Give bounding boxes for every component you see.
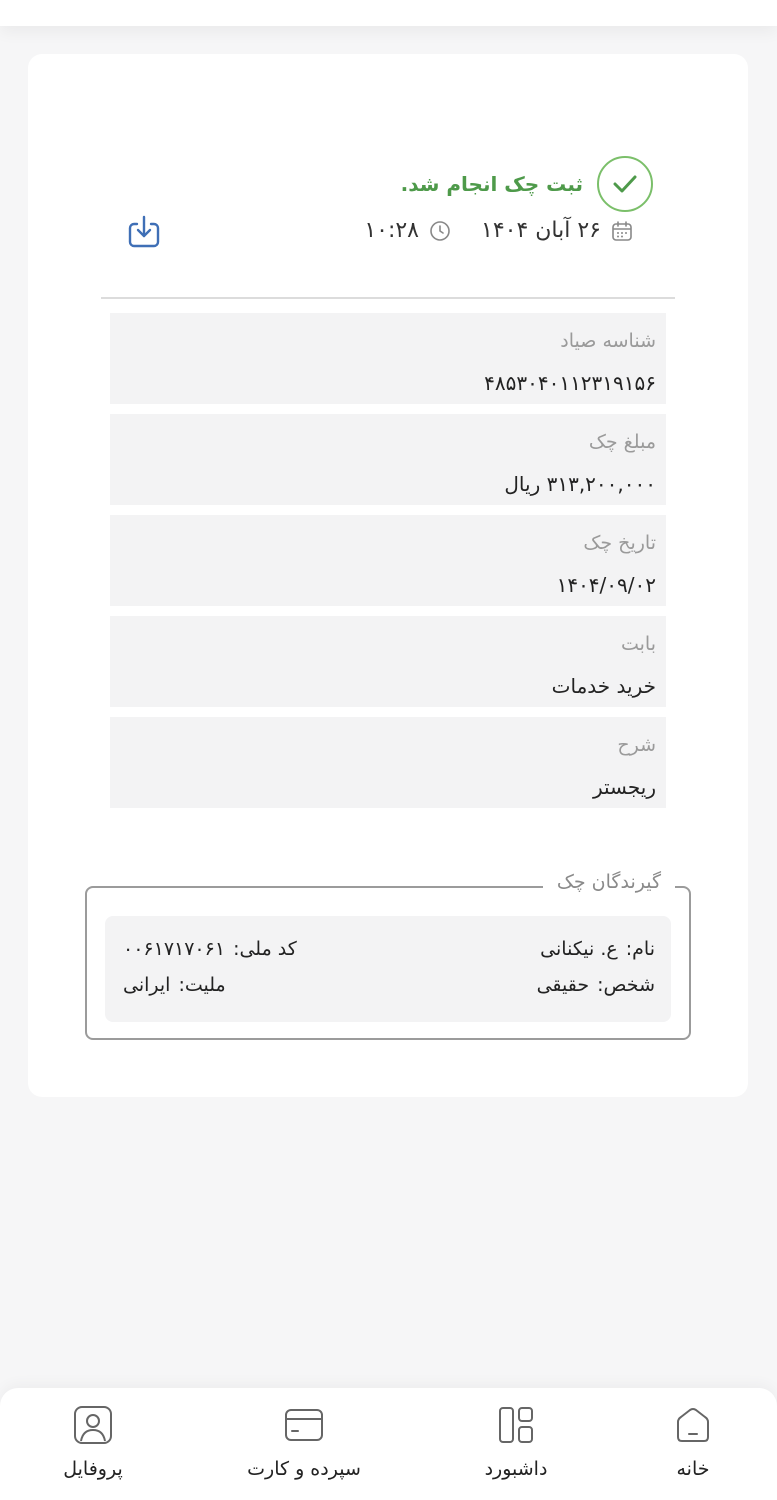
dashboard-icon (497, 1404, 535, 1446)
header-divider (101, 297, 675, 299)
cheque-details (110, 313, 666, 818)
clock-icon (429, 220, 451, 242)
success-message: ثبت چک انجام شد. (400, 172, 583, 196)
card-icon (284, 1404, 324, 1446)
nav-dashboard-label: داشبورد (484, 1458, 548, 1480)
receiver-national-id-label: کد ملی: (233, 938, 297, 960)
receipt-card (28, 54, 748, 1097)
field-label: تاریخ چک (583, 532, 656, 554)
nav-home[interactable] (623, 1404, 763, 1480)
field-amount (110, 414, 666, 505)
profile-icon (73, 1404, 113, 1446)
field-value: ریجستر (592, 775, 656, 799)
receipt-time: ۱۰:۲۸ (364, 218, 419, 243)
receiver-nationality-value: ایرانی (123, 974, 171, 996)
datetime-row (364, 218, 633, 243)
receiver-nationality (123, 974, 226, 996)
nav-dashboard[interactable] (446, 1404, 586, 1480)
receivers-section (85, 871, 691, 1040)
field-label: بابت (620, 633, 656, 655)
home-icon (674, 1404, 712, 1446)
check-circle-icon (597, 156, 653, 212)
download-button[interactable] (124, 212, 164, 252)
receiver-type-label: شخص: (597, 974, 655, 996)
field-value: خرید خدمات (551, 674, 656, 698)
field-description (110, 717, 666, 808)
receiver-name (540, 938, 655, 960)
receiver-national-id-value: ۰۰۶۱۷۱۷۰۶۱ (123, 938, 226, 960)
field-label: مبلغ چک (588, 431, 656, 453)
nav-home-label: خانه (676, 1458, 710, 1480)
top-app-bar (0, 0, 777, 26)
field-label: شرح (617, 734, 656, 756)
receiver-person-type (537, 974, 655, 996)
bottom-navigation (0, 1388, 777, 1500)
field-value: ۳۱۳,۲۰۰,۰۰۰ ریال (504, 472, 656, 496)
receiver-type-value: حقیقی (536, 974, 590, 996)
receiver-national-id (123, 938, 297, 960)
receiver-nationality-label: ملیت: (178, 974, 226, 996)
calendar-icon (611, 220, 633, 242)
field-value: ۴۸۵۳۰۴۰۱۱۲۳۱۹۱۵۶ (484, 371, 656, 395)
field-reason (110, 616, 666, 707)
nav-deposit-card-label: سپرده و کارت (247, 1458, 361, 1480)
receipt-date: ۲۶ آبان ۱۴۰۴ (481, 218, 601, 243)
nav-profile[interactable] (23, 1404, 163, 1480)
field-cheque-date (110, 515, 666, 606)
nav-deposit-card[interactable] (234, 1404, 374, 1480)
receivers-legend: گیرندگان چک (543, 871, 675, 893)
receiver-name-label: نام: (625, 938, 655, 960)
success-header (401, 156, 653, 212)
nav-profile-label: پروفایل (63, 1458, 123, 1480)
field-value: ۱۴۰۴/۰۹/۰۲ (556, 573, 656, 597)
field-label: شناسه صیاد (560, 330, 656, 352)
receiver-name-value: ع. نیکنانی (540, 938, 618, 960)
download-icon (126, 214, 162, 250)
receiver-card (105, 916, 671, 1022)
field-sayad-id (110, 313, 666, 404)
